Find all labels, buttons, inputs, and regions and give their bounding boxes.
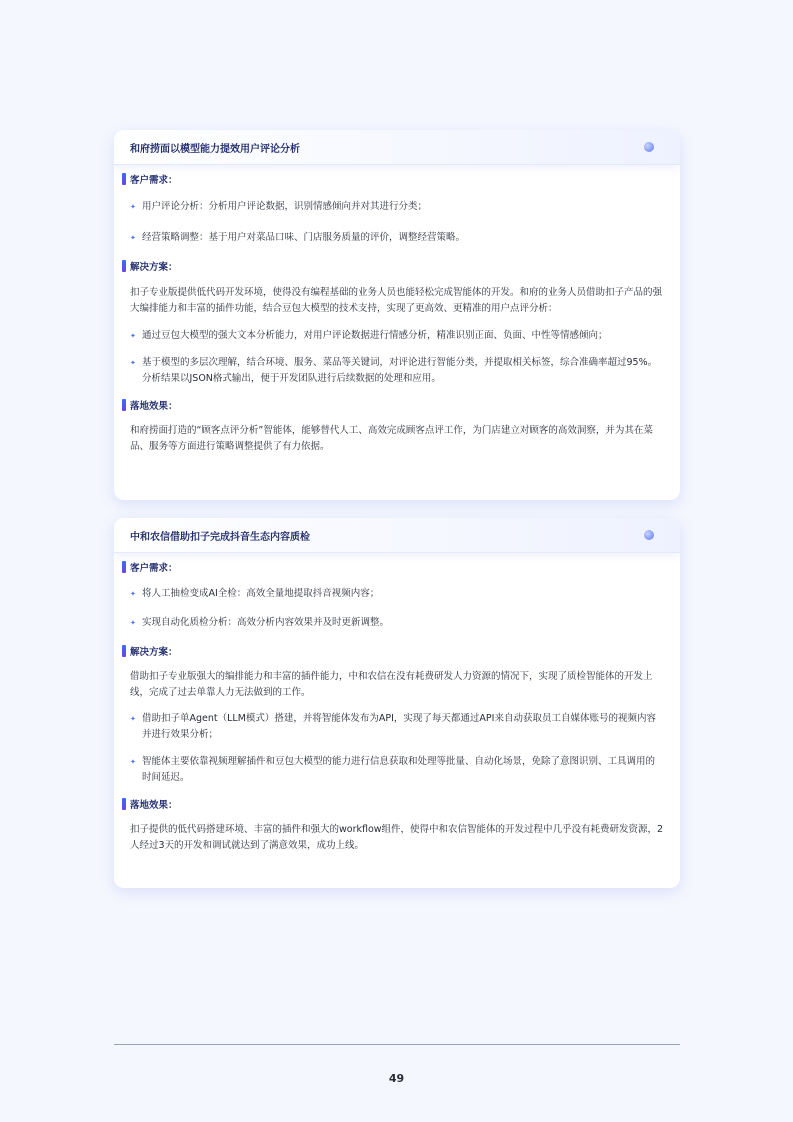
solution-paragraph: 扣子专业版提供低代码开发环境，使得没有编程基础的业务人员也能轻松完成智能体的开发。和府的业务人员借助扣子产品的强大编排能力和丰富的插件功能，结合豆包大模型的技术支持，实现了更高效、更精准的用户点评分析：	[130, 287, 663, 314]
section-bar-icon	[122, 798, 126, 810]
section-label: 解决方案：	[130, 647, 178, 658]
list-item: ✦ 实现自动化质检分析：高效分析内容效果并及时更新调整。	[114, 615, 680, 631]
section-label: 客户需求：	[130, 175, 178, 186]
section-label: 落地效果：	[130, 800, 178, 811]
section-solution	[122, 644, 680, 658]
star-bullet-icon: ✦	[130, 203, 136, 211]
result-paragraph: 扣子提供的低代码搭建环境、丰富的插件和强大的workflow组件，使得中和农信智能体的开发过程中几乎没有耗费研发资源，2人经过3天的开发和调试就达到了满意效果，成功上线。	[130, 824, 664, 851]
list-item: ✦ 借助扣子单Agent（LLM模式）搭建，并将智能体发布为API，实现了每天都通过API来自动获取员工自媒体账号的视频内容并进行效果分析；	[130, 713, 656, 740]
card-header	[114, 518, 680, 553]
section-bar-icon	[122, 399, 126, 411]
star-bullet-icon: ✦	[130, 715, 136, 723]
section-bar-icon	[122, 260, 126, 272]
section-result	[122, 398, 680, 412]
section-bar-icon	[122, 173, 126, 185]
section-customer-needs	[122, 172, 680, 186]
card-title: 和府捞面以模型能力提效用户评论分析	[130, 143, 300, 155]
case-card-hefu	[114, 130, 680, 500]
section-bar-icon	[122, 645, 126, 657]
list-item: ✦ 基于模型的多层次理解，结合环境、服务、菜品等关键词，对评论进行智能分类，并提取相关标签，综合准确率超过95%。分析结果以JSON格式输出，便于开发团队进行后续数据的处理和应用。	[130, 357, 658, 384]
section-label: 客户需求：	[130, 563, 178, 574]
star-bullet-icon: ✦	[130, 359, 136, 367]
star-bullet-icon: ✦	[130, 758, 136, 766]
section-label: 落地效果：	[130, 401, 178, 412]
card-header	[114, 130, 680, 165]
footer-divider	[114, 1044, 680, 1045]
list-item: ✦ 智能体主要依靠视频理解插件和豆包大模型的能力进行信息获取和处理等批量、自动化场景，免除了意图识别、工具调用的时间延迟。	[130, 756, 656, 783]
section-label: 解决方案：	[130, 262, 178, 273]
section-customer-needs	[122, 560, 680, 574]
section-solution	[122, 259, 680, 273]
result-paragraph: 和府捞面打造的“顾客点评分析”智能体，能够替代人工、高效完成顾客点评工作，为门店建立对顾客的高效洞察，并为其在菜品、服务等方面进行策略调整提供了有力依据。	[130, 425, 653, 452]
card-title: 中和农信借助扣子完成抖音生态内容质检	[130, 531, 310, 543]
star-bullet-icon: ✦	[130, 234, 136, 242]
list-item: ✦ 将人工抽检变成AI全检：高效全量地提取抖音视频内容；	[114, 586, 680, 602]
section-bar-icon	[122, 561, 126, 573]
star-bullet-icon: ✦	[130, 590, 136, 598]
list-item: ✦ 通过豆包大模型的强大文本分析能力，对用户评论数据进行情感分析，精准识别正面、负面、中性等情感倾向；	[114, 328, 680, 344]
list-item: ✦ 经营策略调整：基于用户对菜品口味、门店服务质量的评价，调整经营策略。	[114, 230, 680, 246]
star-bullet-icon: ✦	[130, 619, 136, 627]
dot-icon	[644, 142, 654, 152]
solution-paragraph: 借助扣子专业版强大的编排能力和丰富的插件能力，中和农信在没有耗费研发人力资源的情况下，实现了质检智能体的开发上线，完成了过去单靠人力无法做到的工作。	[130, 671, 653, 698]
section-result	[122, 797, 680, 811]
page-number: 49	[388, 1072, 405, 1085]
list-item: ✦ 用户评论分析：分析用户评论数据，识别情感倾向并对其进行分类；	[114, 199, 680, 215]
case-card-zhonghe	[114, 518, 680, 888]
star-bullet-icon: ✦	[130, 332, 136, 340]
dot-icon	[644, 530, 654, 540]
